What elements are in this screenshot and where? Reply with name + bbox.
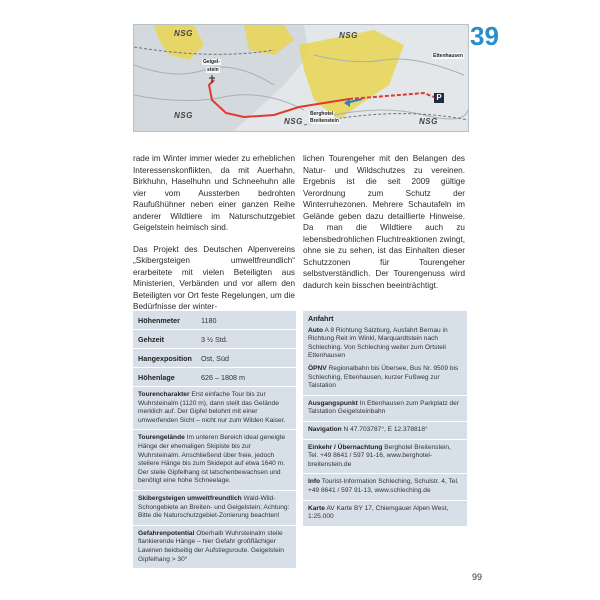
info-block-anfahrt xyxy=(303,311,467,395)
info-block-title: Auto xyxy=(308,326,324,334)
map-label-nsg: NSG xyxy=(174,111,193,120)
info-block-text: Oberhalb Wuhrsteinalm steile flankierende Hänge – hier Gefahr großflächiger Lawinen beidseitig der Aufstiegsroute. Geigelstein Gipfelhang > 30° xyxy=(138,529,284,563)
info-block-text: Berghotel Breitenstein, Tel. +49 8641 / 597 91-16, www.berghotel-breitenstein.de xyxy=(308,443,451,468)
info-block-title: Navigation xyxy=(308,425,342,433)
stat-row xyxy=(133,349,296,367)
info-block-karte xyxy=(303,501,467,526)
map-label-nsg: NSG xyxy=(284,117,303,126)
info-block-umweltfreundlich xyxy=(133,491,296,525)
info-block-ausgangspunkt xyxy=(303,396,467,421)
map-label-place: stein xyxy=(207,67,219,73)
stat-value: 1180 xyxy=(201,316,217,325)
stat-key: Hangexposition xyxy=(138,354,192,363)
info-block-title: Gefahrenpotential xyxy=(138,529,195,537)
map-label-place: Ettenhausen xyxy=(433,53,464,59)
route-map xyxy=(133,24,469,132)
body-column-left xyxy=(133,153,295,323)
info-block-text: Wald-Wild-Schongebiete an Breiten- und Geigelstein; Achtung: Bitte die Naturschutzgebiet-Zonierung beachten! xyxy=(138,494,290,520)
info-block-text: N 47.703787°, E 12.378818° xyxy=(341,425,428,433)
info-block-text: Tourist-Information Schleching, Schulstr. 4, Tel. +49 8641 / 597 91-13, www.schleching.de xyxy=(308,478,459,494)
info-block-einkehr xyxy=(303,440,467,474)
map-label-hut: Berghotel xyxy=(310,111,334,117)
paragraph: Das Projekt des Deutschen Alpenvereins „Skibergsteigen umweltfreundlich“ erarbeitete mit vielen Beteiligten aus Ministerien, Verbänden und vor allem den Beteiligten vor Ort feste Regelungen, um die Bedürfnisse der winter- xyxy=(133,244,295,311)
info-block-navigation xyxy=(303,422,467,439)
info-block-title: ÖPNV xyxy=(308,364,327,372)
info-left-column xyxy=(133,311,296,569)
map-label-nsg: NSG xyxy=(419,117,438,126)
body-column-right xyxy=(303,153,465,301)
info-block-text: AV Karte BY 17, Chiemgauer Alpen West, 1:25.000 xyxy=(308,504,449,521)
info-block-text: A 8 Richtung Salzburg, Ausfahrt Bernau in Richtung Reit im Winkl, Marquardtstein nach Schleching. Von Schleching weiter zum Ortsteil Ettenhausen xyxy=(308,326,448,360)
info-block-title: Info xyxy=(308,478,321,486)
stat-value: 626 – 1808 m xyxy=(201,373,245,382)
map-label-nsg: NSG xyxy=(174,29,193,38)
info-block-tourengelaende xyxy=(133,430,296,490)
info-block-title: Tourengelände xyxy=(138,434,185,442)
info-block-text: Erst einfache Tour bis zur Wuhrsteinalm (1120 m), dann steilt das Gelände merklich auf. Der Gipfel belohnt mit einer umwerfenden Sicht – nicht nur zum Wilden Kaiser. xyxy=(138,391,286,424)
stat-value: Ost, Süd xyxy=(201,354,229,363)
info-block-title: Skibergsteigen umweltfreundlich xyxy=(138,494,242,502)
info-block-text: Im unteren Bereich ideal geneigte Hänge der ehemaligen Skipiste bis zur Wuhrsteinalm. Anschließend über freie, jedoch steilere Hänge bis zum Skidepot auf etwa 1640 m. Der steile Gipfelhang ist latschenbewachsen und benötigt eine hohe Schneelage. xyxy=(138,434,286,485)
info-block-text: In Ettenhausen zum Parkplatz der Talstation Geigelsteinbahn xyxy=(308,399,459,416)
parking-icon: P xyxy=(434,93,444,103)
anfahrt-item xyxy=(308,327,462,361)
map-label-place: Geigel- xyxy=(203,59,220,65)
stat-key: Gehzeit xyxy=(138,335,164,344)
anfahrt-title: Anfahrt xyxy=(308,314,334,323)
info-right-column xyxy=(303,311,467,527)
info-block-title: Karte xyxy=(308,504,325,512)
page-number: 99 xyxy=(472,572,483,582)
stat-row xyxy=(133,330,296,348)
info-block-title: Ausgangspunkt xyxy=(308,399,358,407)
info-block-tourencharakter xyxy=(133,387,296,429)
tour-number: 39 xyxy=(470,21,499,51)
anfahrt-item xyxy=(308,365,462,391)
info-block-info xyxy=(303,474,467,499)
tour-info-box xyxy=(133,311,467,563)
stat-key: Höhenmeter xyxy=(138,316,180,325)
paragraph: rade im Winter immer wieder zu erheblichen Interessenskonflikten, da mit Auerhahn, Birkhuhn, Haselhuhn und Schneehuhn alle vier vom Aussterben bedrohten Raufußhühner neben einer ganzen Reihe anderer Wildtiere im Naturschutzgebiet Geigelstein heimisch sind. xyxy=(133,154,295,232)
info-block-text: Regionalbahn bis Übersee, Bus Nr. 9509 bis Schleching, Ettenhausen, kurzer Fußweg zur Talstation xyxy=(308,364,459,390)
map-label-hut: Breitenstein xyxy=(310,118,339,124)
info-block-gefahrenpotential xyxy=(133,526,296,568)
stat-row xyxy=(133,311,296,329)
info-block-title: Tourencharakter xyxy=(138,391,190,398)
paragraph: lichen Tourengeher mit den Belangen des Natur- und Wildschutzes zu vereinen. Ergebnis ist die seit 2009 gültige Verordnung zum Schutz der Winterruhezonen. Mehrere Schautafeln im Gelände geben dazu detaillierte Hinweise. Da man die Wildtiere auch zu lebensbedrohlichen Fluchtreaktionen zwingt, ohne sie zu sehen, ist das Einhalten dieser Schutzzonen für Tourengeher selbstverständlich. Der Tourengenuss wird dadurch kein bisschen beeinträchtigt. xyxy=(303,154,465,290)
stat-row xyxy=(133,368,296,386)
stat-key: Höhenlage xyxy=(138,373,175,382)
map-label-nsg: NSG xyxy=(339,31,358,40)
info-block-title: Einkehr / Übernachtung xyxy=(308,443,383,451)
stat-value: 3 ½ Std. xyxy=(201,335,228,344)
